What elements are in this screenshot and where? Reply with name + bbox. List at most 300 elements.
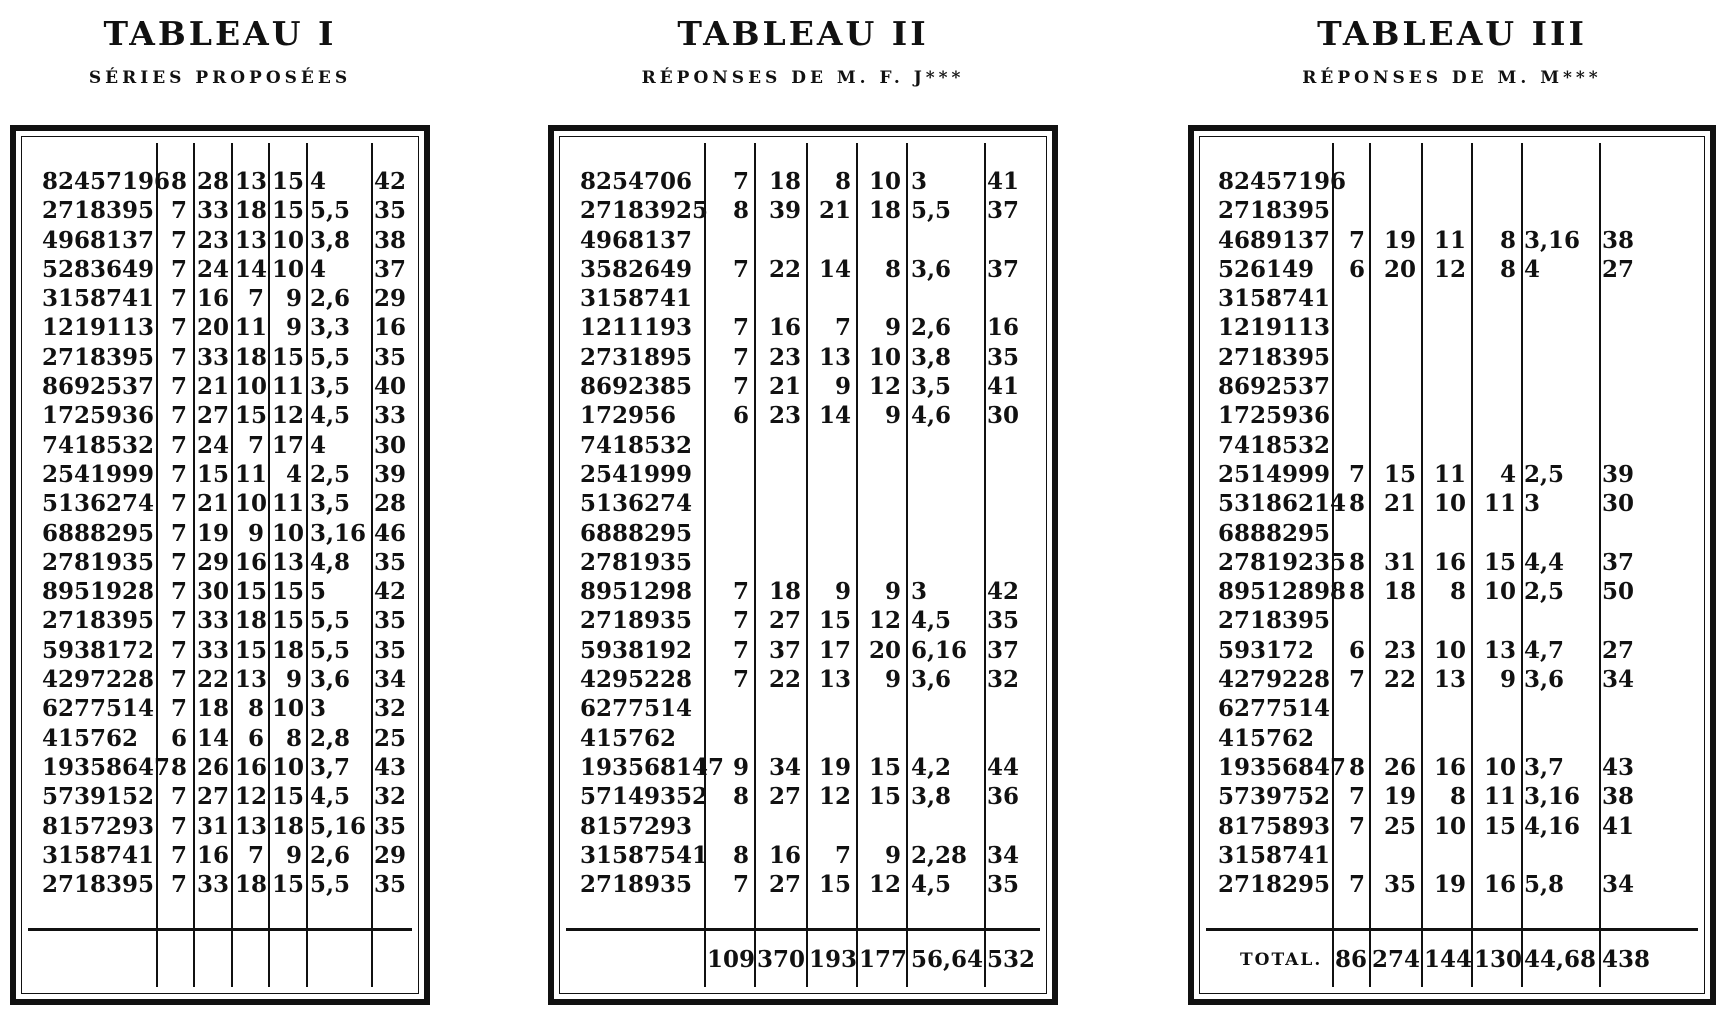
total-cell: 144 bbox=[1424, 946, 1473, 973]
value-cell: 4 bbox=[310, 168, 327, 195]
value-cell: 18 bbox=[235, 871, 268, 899]
value-cell: 42 bbox=[374, 168, 407, 195]
total-cell: 44,68 bbox=[1524, 946, 1597, 973]
table-row bbox=[1194, 782, 1710, 811]
value-cell: 37 bbox=[987, 636, 1020, 664]
value-cell: 33 bbox=[197, 343, 230, 371]
value-cell: 4 bbox=[1499, 460, 1516, 488]
series-cell: 193568147 bbox=[580, 753, 725, 781]
value-cell: 39 bbox=[768, 197, 801, 225]
value-cell: 27 bbox=[197, 402, 230, 430]
value-cell: 46 bbox=[374, 519, 407, 547]
value-cell: 7 bbox=[732, 373, 749, 401]
value-cell: 9 bbox=[247, 519, 264, 547]
value-cell: 22 bbox=[197, 666, 230, 694]
value-cell: 3,7 bbox=[1524, 753, 1565, 781]
value-cell: 7 bbox=[170, 373, 187, 401]
value-cell: 7 bbox=[1348, 812, 1365, 840]
value-cell: 4,5 bbox=[310, 783, 351, 811]
value-cell: 9 bbox=[285, 666, 302, 694]
value-cell: 8 bbox=[1449, 578, 1466, 606]
series-cell: 415762 bbox=[42, 724, 139, 752]
value-cell: 18 bbox=[197, 695, 230, 723]
tableau-2-rows bbox=[554, 167, 1052, 899]
series-cell: 8157293 bbox=[580, 812, 693, 840]
value-cell: 10 bbox=[272, 255, 305, 283]
value-cell: 8 bbox=[170, 753, 187, 781]
total-cell: 56,64 bbox=[911, 946, 984, 973]
table-row bbox=[16, 548, 424, 577]
value-cell: 3 bbox=[1524, 490, 1541, 518]
value-cell: 44 bbox=[987, 753, 1020, 781]
value-cell: 29 bbox=[374, 285, 407, 313]
value-cell: 38 bbox=[374, 226, 407, 254]
series-cell: 2718395 bbox=[42, 343, 155, 371]
table-row bbox=[16, 460, 424, 489]
value-cell: 18 bbox=[235, 607, 268, 635]
series-cell: 2718295 bbox=[1218, 871, 1331, 899]
value-cell: 4,5 bbox=[911, 871, 952, 899]
value-cell: 9 bbox=[884, 841, 901, 869]
tableau-3-rows bbox=[1194, 167, 1710, 899]
value-cell: 42 bbox=[987, 578, 1020, 606]
value-cell: 15 bbox=[1483, 812, 1516, 840]
value-cell: 18 bbox=[768, 168, 801, 195]
table-row bbox=[554, 694, 1052, 723]
table-row bbox=[16, 255, 424, 284]
total-cell: 370 bbox=[757, 946, 806, 973]
value-cell: 15 bbox=[272, 197, 305, 225]
value-cell: 3,5 bbox=[310, 490, 351, 518]
table-row bbox=[554, 548, 1052, 577]
value-cell: 10 bbox=[1483, 753, 1516, 781]
series-cell: 2718395 bbox=[42, 871, 155, 899]
total-cell: 86 bbox=[1335, 946, 1368, 973]
table-row bbox=[554, 401, 1052, 430]
value-cell: 7 bbox=[170, 285, 187, 313]
value-cell: 7 bbox=[170, 490, 187, 518]
table-row bbox=[1194, 870, 1710, 899]
value-cell: 3,6 bbox=[310, 666, 351, 694]
value-cell: 22 bbox=[768, 666, 801, 694]
value-cell: 34 bbox=[1602, 666, 1635, 694]
value-cell: 16 bbox=[235, 548, 268, 576]
value-cell: 7 bbox=[170, 578, 187, 606]
value-cell: 10 bbox=[272, 226, 305, 254]
value-cell: 12 bbox=[818, 783, 851, 811]
value-cell: 28 bbox=[374, 490, 407, 518]
table-row bbox=[554, 636, 1052, 665]
value-cell: 13 bbox=[272, 548, 305, 576]
table-row bbox=[16, 167, 424, 196]
value-cell: 2,6 bbox=[310, 285, 351, 313]
total-cell: 193 bbox=[809, 946, 858, 973]
series-cell: 5283649 bbox=[42, 255, 155, 283]
value-cell: 41 bbox=[987, 373, 1020, 401]
value-cell: 25 bbox=[1383, 812, 1416, 840]
table-row bbox=[1194, 196, 1710, 225]
value-cell: 11 bbox=[235, 314, 268, 342]
series-cell: 6277514 bbox=[1218, 695, 1331, 723]
value-cell: 15 bbox=[272, 578, 305, 606]
value-cell: 33 bbox=[197, 197, 230, 225]
value-cell: 4 bbox=[1524, 255, 1541, 283]
tableau-1-frame bbox=[10, 125, 430, 1005]
value-cell: 16 bbox=[987, 314, 1020, 342]
value-cell: 2,28 bbox=[911, 841, 968, 869]
table-row bbox=[16, 577, 424, 606]
table-row bbox=[1194, 577, 1710, 606]
series-cell: 415762 bbox=[580, 724, 677, 752]
value-cell: 10 bbox=[272, 519, 305, 547]
table-row bbox=[554, 284, 1052, 313]
table-row bbox=[554, 460, 1052, 489]
tableau-1-title: TABLEAU I bbox=[103, 14, 337, 53]
series-cell: 4295228 bbox=[580, 666, 693, 694]
value-cell: 10 bbox=[235, 490, 268, 518]
value-cell: 11 bbox=[1483, 490, 1516, 518]
value-cell: 7 bbox=[170, 255, 187, 283]
table-row bbox=[1194, 226, 1710, 255]
table-row bbox=[16, 724, 424, 753]
value-cell: 7 bbox=[247, 431, 264, 459]
series-cell: 89512898 bbox=[1218, 578, 1347, 606]
value-cell: 4 bbox=[310, 255, 327, 283]
series-cell: 2718395 bbox=[42, 607, 155, 635]
value-cell: 43 bbox=[374, 753, 407, 781]
value-cell: 13 bbox=[1483, 636, 1516, 664]
table-row bbox=[554, 372, 1052, 401]
value-cell: 50 bbox=[1602, 578, 1635, 606]
series-cell: 8175893 bbox=[1218, 812, 1331, 840]
value-cell: 16 bbox=[1483, 871, 1516, 899]
table-row bbox=[554, 724, 1052, 753]
value-cell: 34 bbox=[374, 666, 407, 694]
value-cell: 4,6 bbox=[911, 402, 952, 430]
value-cell: 5,5 bbox=[310, 197, 351, 225]
value-cell: 10 bbox=[1483, 578, 1516, 606]
value-cell: 23 bbox=[768, 343, 801, 371]
value-cell: 27 bbox=[768, 783, 801, 811]
value-cell: 8 bbox=[1348, 753, 1365, 781]
series-cell: 3158741 bbox=[42, 841, 155, 869]
table-row bbox=[16, 782, 424, 811]
table-row bbox=[1194, 665, 1710, 694]
series-cell: 2718395 bbox=[1218, 607, 1331, 635]
series-cell: 3158741 bbox=[1218, 841, 1331, 869]
value-cell: 8 bbox=[1449, 783, 1466, 811]
series-cell: 8157293 bbox=[42, 812, 155, 840]
series-cell: 3582649 bbox=[580, 255, 693, 283]
tableau-3-totals bbox=[1194, 936, 1710, 984]
value-cell: 3 bbox=[310, 695, 327, 723]
table-row bbox=[554, 431, 1052, 460]
tableau-2-subtitle: RÉPONSES DE M. F. J*** bbox=[641, 68, 965, 88]
value-cell: 8 bbox=[1348, 490, 1365, 518]
value-cell: 24 bbox=[197, 431, 230, 459]
value-cell: 4 bbox=[310, 431, 327, 459]
table-row bbox=[554, 167, 1052, 196]
series-cell: 8254706 bbox=[580, 168, 693, 195]
value-cell: 37 bbox=[374, 255, 407, 283]
table-row bbox=[1194, 519, 1710, 548]
value-cell: 7 bbox=[732, 871, 749, 899]
value-cell: 10 bbox=[868, 168, 901, 195]
value-cell: 3,5 bbox=[310, 373, 351, 401]
value-cell: 15 bbox=[235, 402, 268, 430]
value-cell: 31 bbox=[197, 812, 230, 840]
value-cell: 23 bbox=[768, 402, 801, 430]
table-row bbox=[1194, 313, 1710, 342]
value-cell: 14 bbox=[197, 724, 230, 752]
value-cell: 35 bbox=[987, 871, 1020, 899]
value-cell: 19 bbox=[1433, 871, 1466, 899]
series-cell: 5739752 bbox=[1218, 783, 1331, 811]
value-cell: 18 bbox=[868, 197, 901, 225]
table-row bbox=[16, 519, 424, 548]
value-cell: 7 bbox=[170, 607, 187, 635]
table-row bbox=[1194, 489, 1710, 518]
value-cell: 40 bbox=[374, 373, 407, 401]
series-cell: 4689137 bbox=[1218, 226, 1331, 254]
value-cell: 5,16 bbox=[310, 812, 367, 840]
value-cell: 7 bbox=[834, 841, 851, 869]
series-cell: 7418532 bbox=[42, 431, 155, 459]
value-cell: 7 bbox=[1348, 226, 1365, 254]
total-cell: 438 bbox=[1602, 946, 1651, 973]
total-cell: 177 bbox=[859, 946, 908, 973]
tableau-3-subtitle: RÉPONSES DE M. M*** bbox=[1302, 68, 1602, 88]
value-cell: 9 bbox=[285, 314, 302, 342]
value-cell: 28 bbox=[197, 168, 230, 195]
value-cell: 16 bbox=[235, 753, 268, 781]
value-cell: 3,5 bbox=[911, 373, 952, 401]
table-row bbox=[554, 870, 1052, 899]
value-cell: 9 bbox=[884, 666, 901, 694]
value-cell: 27 bbox=[768, 607, 801, 635]
value-cell: 12 bbox=[868, 871, 901, 899]
value-cell: 16 bbox=[197, 841, 230, 869]
series-cell: 415762 bbox=[1218, 724, 1315, 752]
value-cell: 16 bbox=[374, 314, 407, 342]
value-cell: 11 bbox=[1433, 226, 1466, 254]
table-row bbox=[554, 489, 1052, 518]
value-cell: 22 bbox=[1383, 666, 1416, 694]
series-cell: 4968137 bbox=[580, 226, 693, 254]
value-cell: 7 bbox=[170, 343, 187, 371]
value-cell: 3,16 bbox=[310, 519, 367, 547]
value-cell: 43 bbox=[1602, 753, 1635, 781]
series-cell: 2718395 bbox=[42, 197, 155, 225]
tableau-1-totals bbox=[16, 936, 424, 984]
series-cell: 526149 bbox=[1218, 255, 1315, 283]
value-cell: 7 bbox=[170, 812, 187, 840]
value-cell: 16 bbox=[768, 841, 801, 869]
value-cell: 6 bbox=[732, 402, 749, 430]
value-cell: 3,8 bbox=[911, 343, 952, 371]
table-row bbox=[554, 577, 1052, 606]
value-cell: 27 bbox=[1602, 255, 1635, 283]
value-cell: 12 bbox=[1433, 255, 1466, 283]
value-cell: 32 bbox=[374, 783, 407, 811]
series-cell: 6277514 bbox=[580, 695, 693, 723]
value-cell: 3,16 bbox=[1524, 783, 1581, 811]
table-row bbox=[1194, 812, 1710, 841]
table-row bbox=[16, 636, 424, 665]
value-cell: 7 bbox=[247, 841, 264, 869]
table-row bbox=[1194, 724, 1710, 753]
total-cell: 274 bbox=[1372, 946, 1421, 973]
value-cell: 9 bbox=[834, 373, 851, 401]
table-row bbox=[1194, 372, 1710, 401]
series-cell: 6888295 bbox=[42, 519, 155, 547]
value-cell: 10 bbox=[1433, 636, 1466, 664]
value-cell: 4,5 bbox=[310, 402, 351, 430]
value-cell: 21 bbox=[197, 373, 230, 401]
table-row bbox=[16, 753, 424, 782]
value-cell: 7 bbox=[170, 431, 187, 459]
table-row bbox=[16, 343, 424, 372]
value-cell: 15 bbox=[868, 783, 901, 811]
series-cell: 4968137 bbox=[42, 226, 155, 254]
table-row bbox=[16, 284, 424, 313]
value-cell: 39 bbox=[374, 460, 407, 488]
value-cell: 21 bbox=[1383, 490, 1416, 518]
value-cell: 3,8 bbox=[310, 226, 351, 254]
value-cell: 7 bbox=[1348, 666, 1365, 694]
tableau-2-frame bbox=[548, 125, 1058, 1005]
value-cell: 15 bbox=[272, 607, 305, 635]
value-cell: 7 bbox=[170, 197, 187, 225]
value-cell: 18 bbox=[1383, 578, 1416, 606]
value-cell: 2,6 bbox=[310, 841, 351, 869]
series-cell: 5938172 bbox=[42, 636, 155, 664]
value-cell: 3,16 bbox=[1524, 226, 1581, 254]
table-row bbox=[16, 812, 424, 841]
value-cell: 5,8 bbox=[1524, 871, 1565, 899]
value-cell: 7 bbox=[732, 666, 749, 694]
value-cell: 35 bbox=[374, 607, 407, 635]
series-cell: 2718935 bbox=[580, 871, 693, 899]
series-cell: 57149352 bbox=[580, 783, 709, 811]
table-row bbox=[554, 226, 1052, 255]
value-cell: 7 bbox=[170, 402, 187, 430]
value-cell: 14 bbox=[818, 255, 851, 283]
value-cell: 26 bbox=[1383, 753, 1416, 781]
value-cell: 32 bbox=[987, 666, 1020, 694]
value-cell: 35 bbox=[374, 812, 407, 840]
value-cell: 8 bbox=[1499, 255, 1516, 283]
value-cell: 7 bbox=[170, 226, 187, 254]
series-cell: 82457196 bbox=[42, 168, 171, 195]
value-cell: 10 bbox=[1433, 812, 1466, 840]
series-cell: 5938192 bbox=[580, 636, 693, 664]
value-cell: 29 bbox=[197, 548, 230, 576]
value-cell: 20 bbox=[1383, 255, 1416, 283]
table-row bbox=[1194, 460, 1710, 489]
series-cell: 2541999 bbox=[42, 460, 155, 488]
value-cell: 23 bbox=[197, 226, 230, 254]
value-cell: 15 bbox=[868, 753, 901, 781]
series-cell: 1219113 bbox=[42, 314, 155, 342]
series-cell: 1211193 bbox=[580, 314, 693, 342]
series-cell: 5739152 bbox=[42, 783, 155, 811]
table-row bbox=[16, 401, 424, 430]
table-row bbox=[16, 489, 424, 518]
series-cell: 27819235 bbox=[1218, 548, 1347, 576]
value-cell: 7 bbox=[732, 255, 749, 283]
value-cell: 16 bbox=[768, 314, 801, 342]
value-cell: 20 bbox=[868, 636, 901, 664]
table-row bbox=[554, 841, 1052, 870]
table-row bbox=[554, 606, 1052, 635]
value-cell: 34 bbox=[987, 841, 1020, 869]
table-row bbox=[554, 812, 1052, 841]
series-cell: 2731895 bbox=[580, 343, 693, 371]
value-cell: 33 bbox=[197, 636, 230, 664]
value-cell: 3,7 bbox=[310, 753, 351, 781]
table-row bbox=[1194, 753, 1710, 782]
value-cell: 2,6 bbox=[911, 314, 952, 342]
series-cell: 2781935 bbox=[42, 548, 155, 576]
value-cell: 2,8 bbox=[310, 724, 351, 752]
value-cell: 8 bbox=[1499, 226, 1516, 254]
table-row bbox=[554, 313, 1052, 342]
table-row bbox=[554, 519, 1052, 548]
value-cell: 3,3 bbox=[310, 314, 351, 342]
value-cell: 3,6 bbox=[1524, 666, 1565, 694]
value-cell: 7 bbox=[170, 636, 187, 664]
value-cell: 23 bbox=[1383, 636, 1416, 664]
value-cell: 11 bbox=[272, 373, 305, 401]
series-cell: 2718395 bbox=[1218, 343, 1331, 371]
value-cell: 7 bbox=[834, 314, 851, 342]
value-cell: 9 bbox=[1499, 666, 1516, 694]
value-cell: 38 bbox=[1602, 783, 1635, 811]
value-cell: 6 bbox=[1348, 255, 1365, 283]
value-cell: 11 bbox=[272, 490, 305, 518]
table-row bbox=[554, 665, 1052, 694]
value-cell: 13 bbox=[818, 666, 851, 694]
value-cell: 17 bbox=[818, 636, 851, 664]
value-cell: 19 bbox=[1383, 783, 1416, 811]
series-cell: 6888295 bbox=[580, 519, 693, 547]
table-row bbox=[1194, 694, 1710, 723]
value-cell: 3,8 bbox=[911, 783, 952, 811]
value-cell: 9 bbox=[285, 841, 302, 869]
total-cell: 130 bbox=[1474, 946, 1523, 973]
value-cell: 39 bbox=[1602, 460, 1635, 488]
value-cell: 8 bbox=[1348, 548, 1365, 576]
value-cell: 15 bbox=[818, 871, 851, 899]
value-cell: 4 bbox=[285, 460, 302, 488]
value-cell: 7 bbox=[1348, 460, 1365, 488]
value-cell: 8 bbox=[285, 724, 302, 752]
table-row bbox=[1194, 343, 1710, 372]
value-cell: 35 bbox=[987, 343, 1020, 371]
series-cell: 3158741 bbox=[580, 285, 693, 313]
table-row bbox=[1194, 841, 1710, 870]
table-row bbox=[16, 372, 424, 401]
value-cell: 30 bbox=[374, 431, 407, 459]
value-cell: 24 bbox=[197, 255, 230, 283]
value-cell: 19 bbox=[818, 753, 851, 781]
value-cell: 35 bbox=[987, 607, 1020, 635]
value-cell: 35 bbox=[374, 548, 407, 576]
value-cell: 12 bbox=[868, 607, 901, 635]
value-cell: 30 bbox=[987, 402, 1020, 430]
value-cell: 15 bbox=[272, 343, 305, 371]
